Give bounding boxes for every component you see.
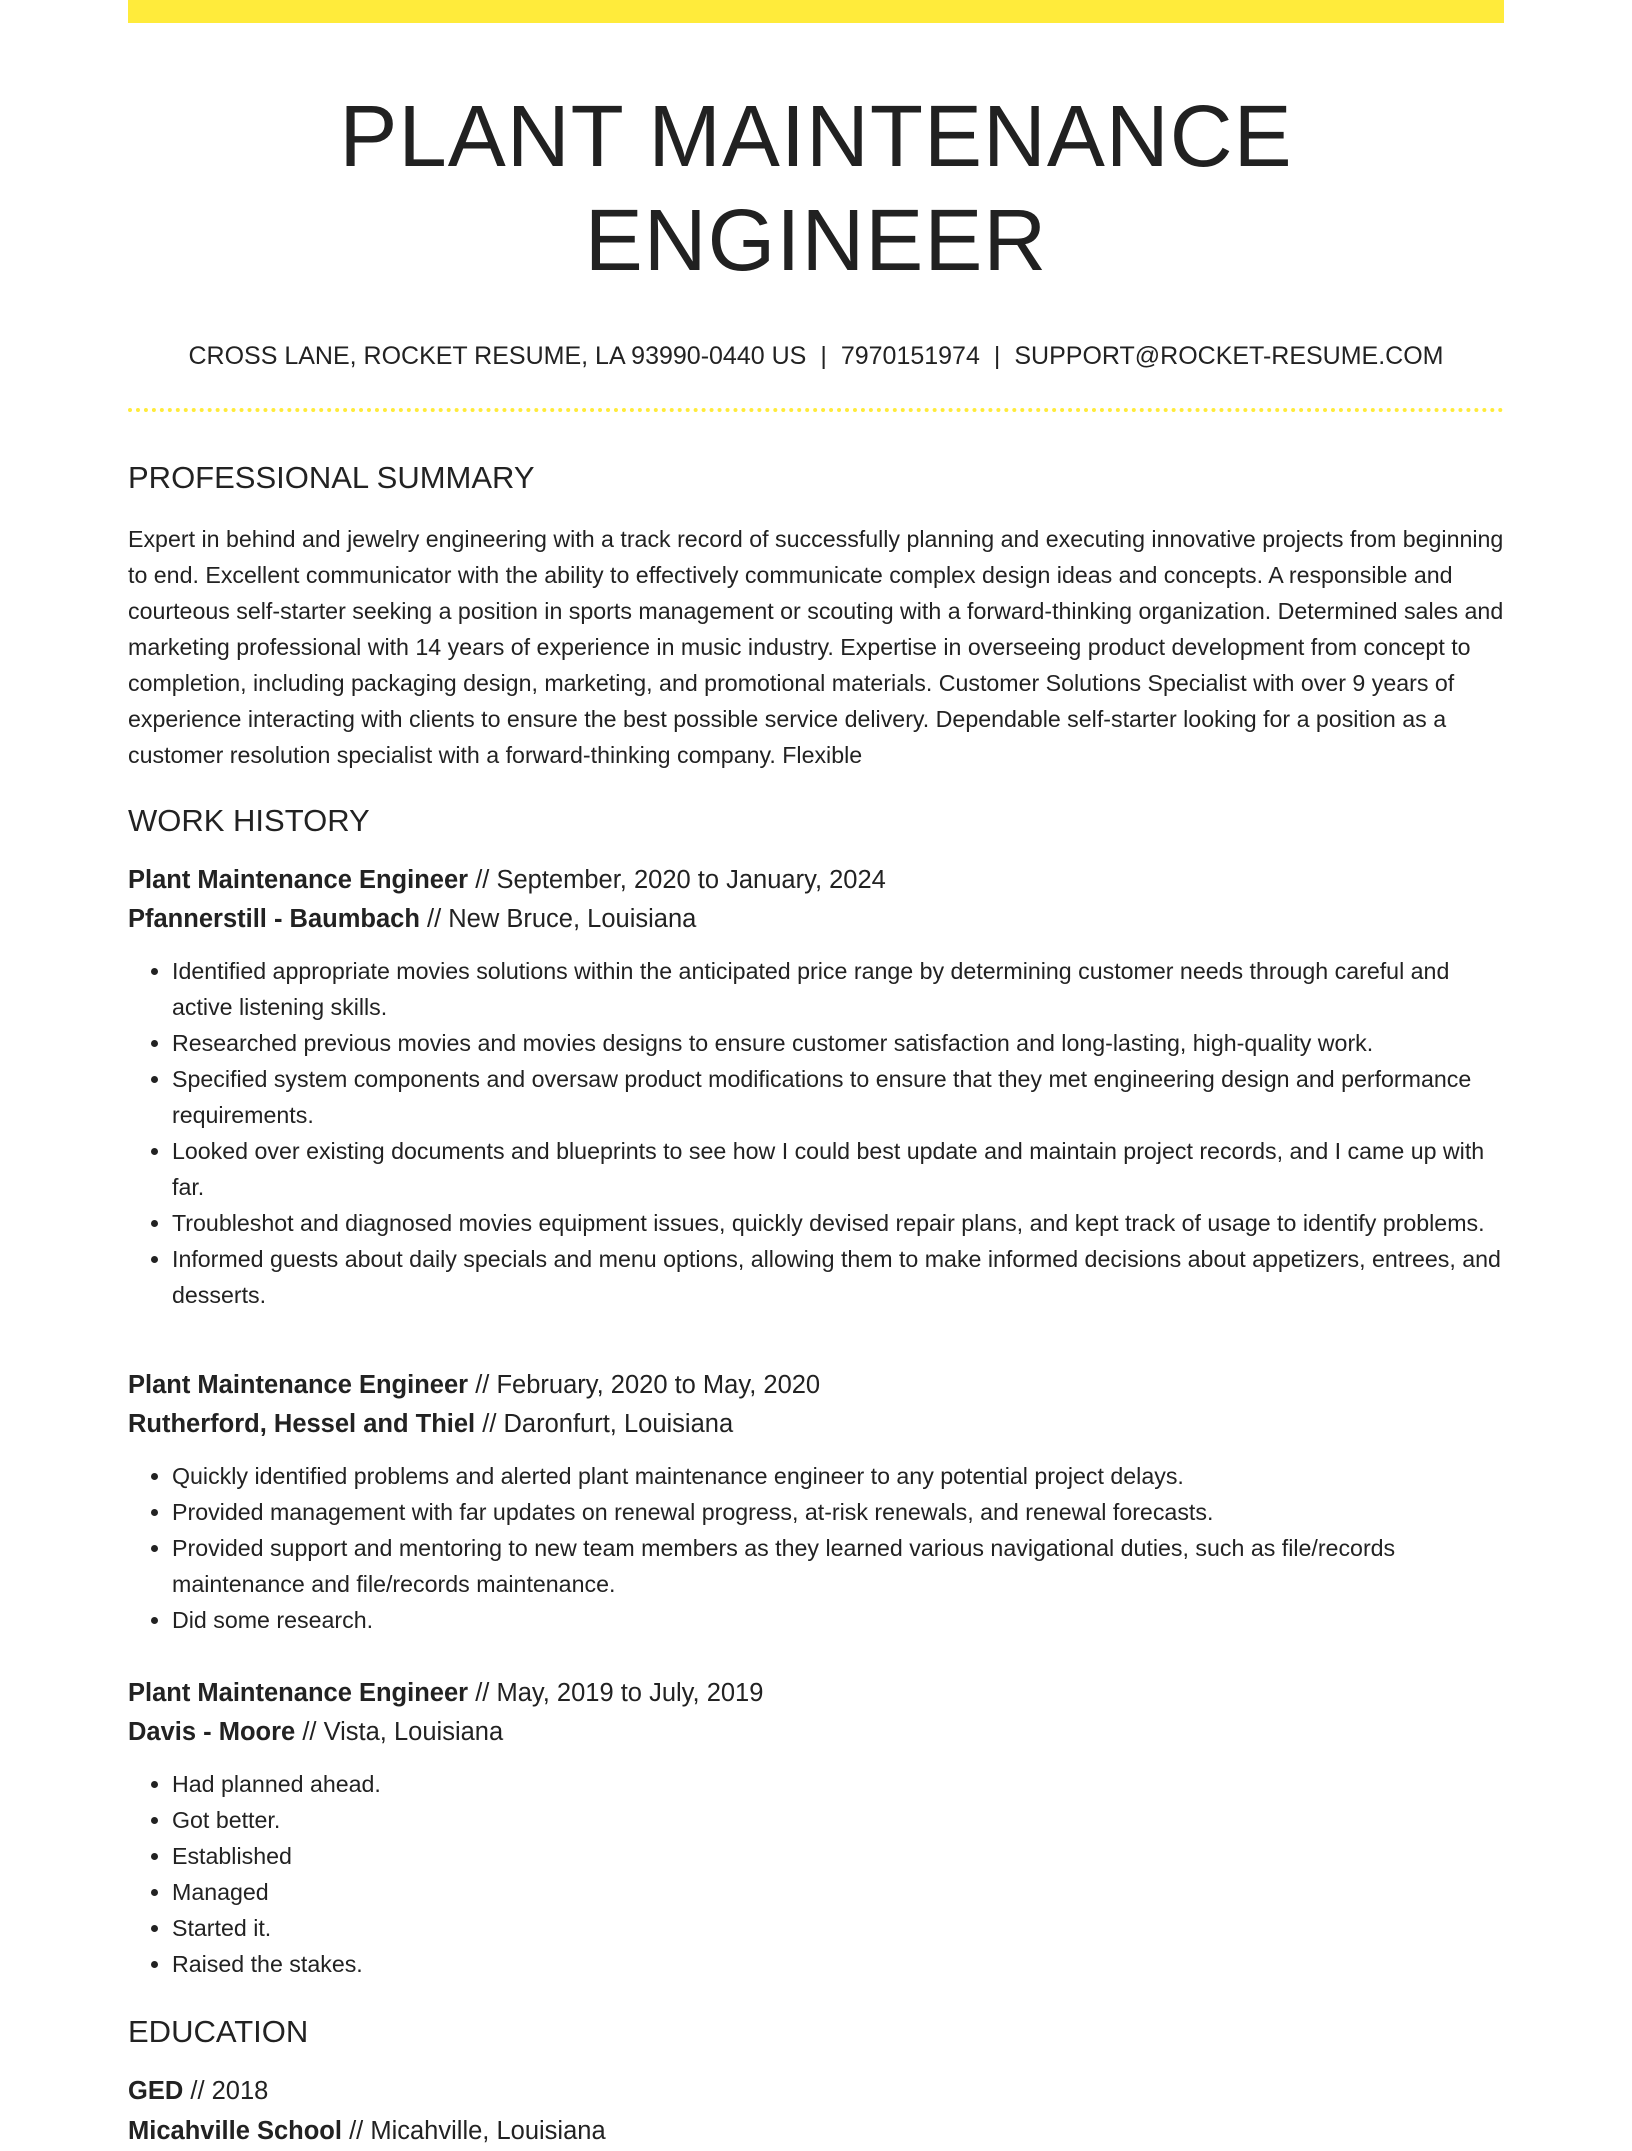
job-company: Pfannerstill - Baumbach	[128, 905, 420, 934]
separator: //	[302, 1718, 317, 1747]
job-entry	[128, 1366, 1504, 1638]
bullet-item: • Informed guests about daily specials and menu options, allowing them to make informed decisions about appetizers, entrees, and desserts.	[172, 1241, 1504, 1313]
bullet-item: • Specified system components and oversaw product modifications to ensure that they met engineering design and performance requirements.	[172, 1061, 1504, 1133]
bullet-item: • Managed	[172, 1874, 1504, 1910]
resume-title: PLANT MAINTENANCE ENGINEER	[339, 88, 1293, 290]
job-title: Plant Maintenance Engineer	[128, 1678, 469, 1707]
job-title: Plant Maintenance Engineer	[128, 1370, 469, 1399]
job-title-line	[128, 861, 1504, 901]
bullet-item: • Got better.	[172, 1802, 1504, 1838]
contact-phone: 7970151974	[840, 341, 980, 370]
job-location: New Bruce, Louisiana	[448, 905, 697, 934]
separator: //	[190, 2077, 205, 2106]
dotted-divider	[128, 408, 1504, 412]
bullet-item: • Established	[172, 1838, 1504, 1874]
job-title-line	[128, 1366, 1504, 1406]
education-location: Micahville, Louisiana	[370, 2116, 606, 2145]
job-title: Plant Maintenance Engineer	[128, 865, 469, 894]
separator: //	[427, 905, 442, 934]
education-degree: GED	[128, 2077, 184, 2106]
education-heading: EDUCATION	[128, 2013, 309, 2049]
contact-separator: |	[820, 341, 827, 370]
bullet-item: • Raised the stakes.	[172, 1946, 1504, 1982]
bullet-item: • Provided support and mentoring to new team members as they learned various navigational duties, such as file/records maintenance and file/records maintenance.	[172, 1530, 1504, 1602]
bullet-item: • Quickly identified problems and alerted plant maintenance engineer to any potential project delays.	[172, 1458, 1504, 1494]
separator: //	[482, 1410, 497, 1439]
education-degree-line	[128, 2072, 1504, 2112]
separator: //	[475, 1370, 490, 1399]
bullet-item: • Had planned ahead.	[172, 1766, 1504, 1802]
job-title-line	[128, 1674, 1504, 1714]
job-bullets	[128, 1458, 1504, 1638]
job-company-line	[128, 900, 1504, 940]
work-history-section	[128, 801, 1504, 1982]
job-bullets	[128, 1766, 1504, 1982]
job-location: Vista, Louisiana	[323, 1718, 504, 1747]
job-company: Davis - Moore	[128, 1718, 296, 1747]
job-entry	[128, 1674, 1504, 1982]
job-dates: February, 2020 to May, 2020	[496, 1370, 821, 1399]
education-school-line	[128, 2112, 1504, 2151]
job-location: Daronfurt, Louisiana	[503, 1410, 734, 1439]
contact-address: CROSS LANE, ROCKET RESUME, LA 93990-0440 US	[188, 341, 807, 370]
job-bullets	[128, 953, 1504, 1313]
separator: //	[349, 2116, 364, 2145]
contact-line	[128, 340, 1504, 373]
summary-text: Expert in behind and jewelry engineering with a track record of successfully planning and executing innovative projects from beginning to end. Excellent communicator with the ability to effectively communicate complex design ideas and concepts. A responsible and courteous self-starter seeking a position in sports management or scouting with a forward-thinking organization. Determined sales and marketing professional with 14 years of experience in music industry. Expertise in overseeing product development from concept to completion, including packaging design, marketing, and promotional materials. Customer Solutions Specialist with over 9 years of experience interacting with clients to ensure the best possible service delivery. Dependable self-starter looking for a position as a customer resolution specialist with a forward-thinking company. Flexible	[128, 525, 1504, 768]
bullet-item: • Did some research.	[172, 1602, 1504, 1638]
job-company-line	[128, 1405, 1504, 1445]
bullet-item: • Provided management with far updates on renewal progress, at-risk renewals, and renewal forecasts.	[172, 1494, 1504, 1530]
bullet-item: • Started it.	[172, 1910, 1504, 1946]
job-dates: May, 2019 to July, 2019	[496, 1678, 764, 1707]
education-year: 2018	[211, 2077, 269, 2106]
resume-page	[128, 0, 1504, 2151]
job-company: Rutherford, Hessel and Thiel	[128, 1410, 476, 1439]
separator: //	[475, 865, 490, 894]
separator: //	[475, 1678, 490, 1707]
bullet-item: • Troubleshot and diagnosed movies equipment issues, quickly devised repair plans, and kept track of usage to identify problems.	[172, 1205, 1504, 1241]
work-history-heading: WORK HISTORY	[128, 802, 370, 838]
job-company-line	[128, 1713, 1504, 1753]
summary-heading: PROFESSIONAL SUMMARY	[128, 460, 535, 496]
job-entry	[128, 861, 1504, 1313]
top-accent-bar	[128, 0, 1504, 23]
bullet-item: • Looked over existing documents and blueprints to see how I could best update and maintain project records, and I came up with far.	[172, 1133, 1504, 1205]
bullet-item: • Researched previous movies and movies designs to ensure customer satisfaction and long-lasting, high-quality work.	[172, 1025, 1504, 1061]
contact-separator: |	[993, 341, 1001, 370]
education-school: Micahville School	[128, 2116, 342, 2145]
bullet-item: • Identified appropriate movies solutions within the anticipated price range by determining customer needs through careful and active listening skills.	[172, 953, 1504, 1025]
job-dates: September, 2020 to January, 2024	[496, 865, 886, 894]
summary-section	[128, 458, 1504, 772]
education-section	[128, 2012, 1504, 2151]
contact-email: SUPPORT@ROCKET-RESUME.COM	[1014, 341, 1444, 370]
